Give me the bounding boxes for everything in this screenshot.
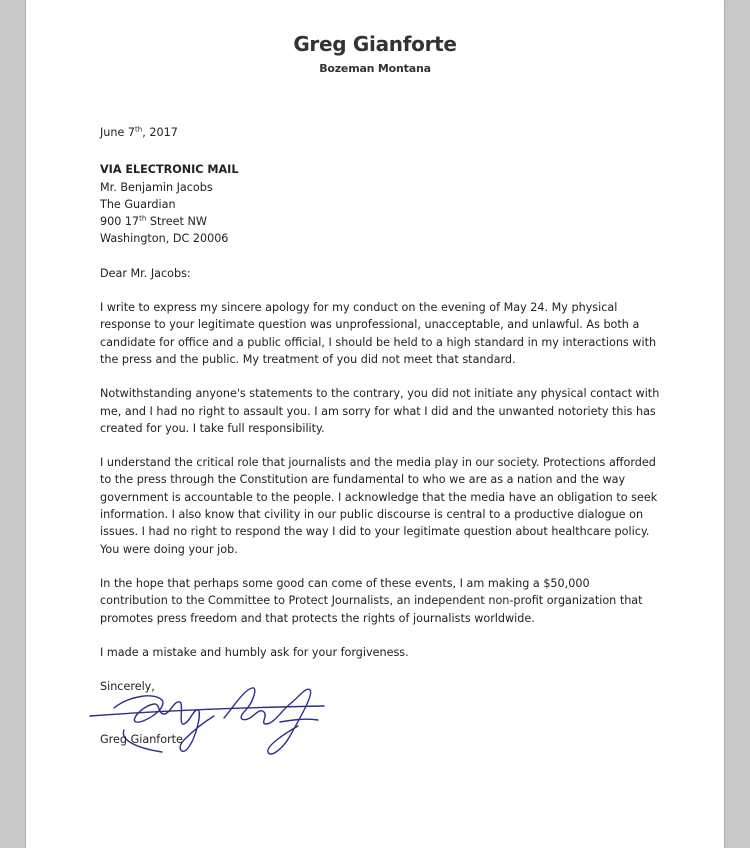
recipient-name: Mr. Benjamin Jacobs [100, 180, 213, 194]
handwritten-signature [84, 678, 344, 768]
date-prefix: June 7 [100, 126, 136, 139]
signer-name: Greg Gianforte [100, 733, 183, 746]
delivery-method: VIA ELECTRONIC MAIL [100, 163, 239, 177]
paragraph-4: In the hope that perhaps some good can come of these events, I am making a $50,000 contribution to the Committee to Protect Journalists, an independent non-profit organization that promotes press freedom and that protects the rights of journalists worldwide. [100, 576, 643, 625]
letterhead [26, 32, 724, 75]
date-sup: th [135, 125, 143, 134]
letterhead-name: Greg Gianforte [293, 32, 457, 56]
letter-date [100, 124, 660, 141]
recipient-address [100, 161, 660, 247]
letterhead-city: Bozeman Montana [319, 62, 431, 75]
closing: Sincerely, [100, 680, 155, 694]
letter-body [100, 124, 660, 695]
paragraph-1: I write to express my sincere apology for my conduct on the evening of May 24. My physical response to your legitimate question was unprofessional, unacceptable, and unlawful. As both a candidate for office and a public official, I should be held to a high standard in my interactions with the press and the public. My treatment of you did not meet that standard. [100, 301, 657, 366]
street-suffix: Street NW [146, 215, 207, 229]
paragraph-5: I made a mistake and humbly ask for your forgiveness. [100, 645, 409, 659]
recipient-city: Washington, DC 20006 [100, 232, 229, 246]
letter-page [26, 0, 724, 848]
street-sup: th [139, 214, 147, 223]
date-suffix: , 2017 [142, 126, 178, 139]
signature-graphic [84, 678, 344, 768]
paragraph-2: Notwithstanding anyone's statements to the contrary, you did not initiate any physical contact with me, and I had no right to assault you. I am sorry for what I did and the unwanted notoriety this has created for you. I take full responsibility. [100, 387, 660, 435]
recipient-org: The Guardian [100, 197, 176, 211]
recipient-street [100, 213, 660, 230]
salutation: Dear Mr. Jacobs: [100, 266, 191, 280]
paragraph-3: I understand the critical role that journalists and the media play in our society. Protections afforded to the press through the Constitution are fundamental to who we are as a nation and the way government is accountable to the people. I acknowledge that the media have an obligation to seek information. I also know that civility in our public discourse is central to a productive dialogue on issues. I had no right to respond the way I did to your legitimate question about healthcare policy. You were doing your job. [100, 456, 658, 556]
street-prefix: 900 17 [100, 215, 140, 229]
